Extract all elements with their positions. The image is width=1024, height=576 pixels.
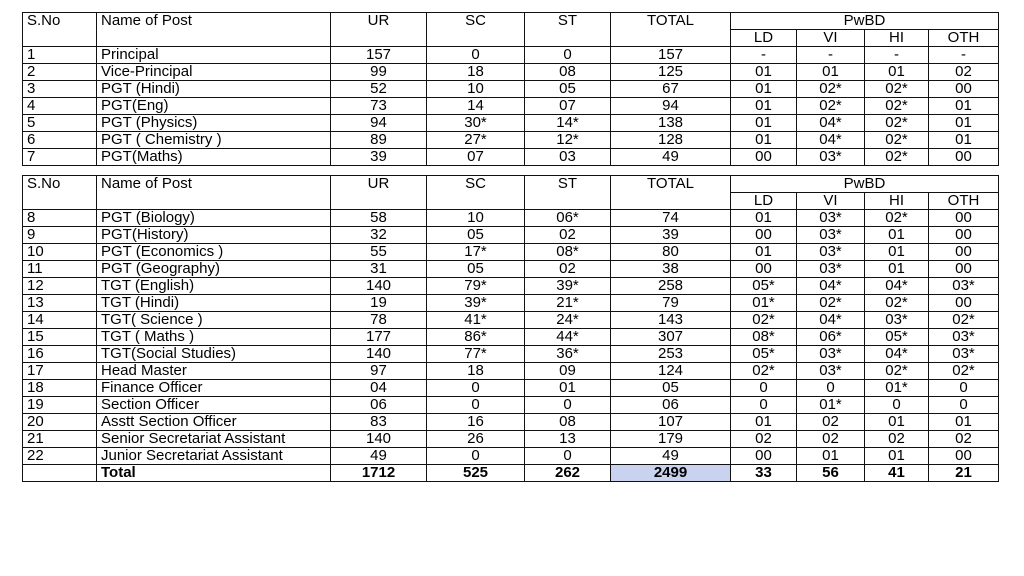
- cell-oth: 02: [929, 431, 999, 448]
- table-row: [23, 312, 999, 329]
- cell-st: 14*: [525, 115, 611, 132]
- cell-oth: 00: [929, 149, 999, 166]
- cell-total: 38: [611, 261, 731, 278]
- cell-hi: 02*: [865, 115, 929, 132]
- cell-total: 05: [611, 380, 731, 397]
- cell-hi: 0: [865, 397, 929, 414]
- cell-ur: 83: [331, 414, 427, 431]
- cell-ur: 97: [331, 363, 427, 380]
- cell-oth: 03*: [929, 346, 999, 363]
- cell-sno: 7: [23, 149, 97, 166]
- cell-vi: 02: [797, 414, 865, 431]
- cell-vi: 56: [797, 465, 865, 482]
- cell-total: 80: [611, 244, 731, 261]
- cell-ld: 0: [731, 380, 797, 397]
- cell-ld: 01: [731, 210, 797, 227]
- table-row: [23, 363, 999, 380]
- cell-post-name: PGT (Biology): [97, 210, 331, 227]
- cell-oth: 01: [929, 132, 999, 149]
- cell-sno: 22: [23, 448, 97, 465]
- cell-post-name: Section Officer: [97, 397, 331, 414]
- cell-ld: 0: [731, 397, 797, 414]
- cell-total: 79: [611, 295, 731, 312]
- cell-hi: 02*: [865, 363, 929, 380]
- cell-total: 253: [611, 346, 731, 363]
- header-pwbd: PwBD: [731, 176, 999, 193]
- cell-sno: 16: [23, 346, 97, 363]
- cell-post-name: TGT (Hindi): [97, 295, 331, 312]
- cell-vi: 02: [797, 431, 865, 448]
- cell-hi: 01: [865, 227, 929, 244]
- table-row: [23, 210, 999, 227]
- cell-oth: 01: [929, 98, 999, 115]
- cell-hi: 02*: [865, 132, 929, 149]
- cell-ur: 140: [331, 278, 427, 295]
- cell-sno: 12: [23, 278, 97, 295]
- cell-ld: 01: [731, 81, 797, 98]
- cell-sc: 39*: [427, 295, 525, 312]
- cell-sno: 20: [23, 414, 97, 431]
- cell-post-name: Principal: [97, 47, 331, 64]
- cell-hi: 01: [865, 414, 929, 431]
- table-row: [23, 132, 999, 149]
- table-row: [23, 346, 999, 363]
- header-hi: HI: [865, 30, 929, 47]
- table-row: [23, 329, 999, 346]
- cell-vi: 03*: [797, 210, 865, 227]
- header-ld: LD: [731, 193, 797, 210]
- header-oth: OTH: [929, 30, 999, 47]
- cell-sno: 2: [23, 64, 97, 81]
- cell-hi: 02*: [865, 98, 929, 115]
- cell-total: 74: [611, 210, 731, 227]
- cell-ld: 00: [731, 227, 797, 244]
- cell-post-name: Total: [97, 465, 331, 482]
- header-total: TOTAL: [611, 176, 731, 210]
- table-row: [23, 261, 999, 278]
- cell-ur: 140: [331, 346, 427, 363]
- cell-post-name: Asstt Section Officer: [97, 414, 331, 431]
- cell-hi: 01: [865, 261, 929, 278]
- cell-ld: 08*: [731, 329, 797, 346]
- cell-st: 21*: [525, 295, 611, 312]
- cell-hi: 01*: [865, 380, 929, 397]
- cell-st: 08: [525, 414, 611, 431]
- total-row: [23, 465, 999, 482]
- cell-total: 143: [611, 312, 731, 329]
- cell-post-name: TGT(Social Studies): [97, 346, 331, 363]
- table-row: [23, 380, 999, 397]
- cell-post-name: PGT(Maths): [97, 149, 331, 166]
- cell-vi: 02*: [797, 98, 865, 115]
- cell-ur: 49: [331, 448, 427, 465]
- posts-table-part-1: [22, 12, 999, 166]
- cell-ur: 19: [331, 295, 427, 312]
- header-vi: VI: [797, 193, 865, 210]
- cell-sc: 41*: [427, 312, 525, 329]
- cell-vi: 03*: [797, 227, 865, 244]
- cell-total: 67: [611, 81, 731, 98]
- cell-sc: 26: [427, 431, 525, 448]
- cell-sc: 07: [427, 149, 525, 166]
- cell-ld: 02*: [731, 312, 797, 329]
- cell-sc: 0: [427, 397, 525, 414]
- cell-hi: -: [865, 47, 929, 64]
- header-sno: S.No: [23, 13, 97, 47]
- cell-ur: 140: [331, 431, 427, 448]
- cell-sc: 18: [427, 363, 525, 380]
- cell-vi: 01: [797, 64, 865, 81]
- cell-vi: 04*: [797, 132, 865, 149]
- cell-oth: 01: [929, 115, 999, 132]
- table-row: [23, 244, 999, 261]
- cell-sno: 21: [23, 431, 97, 448]
- cell-oth: 00: [929, 261, 999, 278]
- cell-vi: 04*: [797, 115, 865, 132]
- cell-st: 39*: [525, 278, 611, 295]
- cell-st: 36*: [525, 346, 611, 363]
- cell-total: 128: [611, 132, 731, 149]
- cell-hi: 03*: [865, 312, 929, 329]
- cell-vi: 01: [797, 448, 865, 465]
- cell-ur: 73: [331, 98, 427, 115]
- header-ur: UR: [331, 176, 427, 210]
- cell-total: 94: [611, 98, 731, 115]
- cell-total: 258: [611, 278, 731, 295]
- cell-sno: 3: [23, 81, 97, 98]
- cell-sno: 19: [23, 397, 97, 414]
- cell-st: 02: [525, 227, 611, 244]
- cell-sno: 8: [23, 210, 97, 227]
- header-sno: S.No: [23, 176, 97, 210]
- table-row: [23, 227, 999, 244]
- cell-sno: 4: [23, 98, 97, 115]
- cell-vi: 02*: [797, 295, 865, 312]
- table-row: [23, 278, 999, 295]
- table-row: [23, 47, 999, 64]
- cell-oth: 02: [929, 64, 999, 81]
- cell-st: 05: [525, 81, 611, 98]
- cell-sno: 13: [23, 295, 97, 312]
- header-name: Name of Post: [97, 176, 331, 210]
- cell-hi: 05*: [865, 329, 929, 346]
- cell-hi: 02*: [865, 81, 929, 98]
- cell-post-name: TGT ( Maths ): [97, 329, 331, 346]
- cell-post-name: TGT (English): [97, 278, 331, 295]
- cell-ld: 00: [731, 261, 797, 278]
- cell-sno: 1: [23, 47, 97, 64]
- cell-st: 09: [525, 363, 611, 380]
- table-row: [23, 98, 999, 115]
- cell-post-name: TGT( Science ): [97, 312, 331, 329]
- cell-vi: 01*: [797, 397, 865, 414]
- header-ur: UR: [331, 13, 427, 47]
- cell-oth: 01: [929, 414, 999, 431]
- table-row: [23, 431, 999, 448]
- cell-ld: 01: [731, 98, 797, 115]
- posts-table-part-2: [22, 175, 999, 482]
- cell-st: 24*: [525, 312, 611, 329]
- cell-sno: 9: [23, 227, 97, 244]
- cell-hi: 02*: [865, 295, 929, 312]
- cell-sno: 15: [23, 329, 97, 346]
- cell-oth: 00: [929, 210, 999, 227]
- cell-post-name: PGT (Geography): [97, 261, 331, 278]
- cell-hi: 04*: [865, 278, 929, 295]
- header-st: ST: [525, 13, 611, 47]
- cell-post-name: Senior Secretariat Assistant: [97, 431, 331, 448]
- table-row: [23, 414, 999, 431]
- cell-vi: 0: [797, 380, 865, 397]
- cell-post-name: Head Master: [97, 363, 331, 380]
- cell-sc: 10: [427, 210, 525, 227]
- table-row: [23, 115, 999, 132]
- header-sc: SC: [427, 176, 525, 210]
- cell-ld: 02*: [731, 363, 797, 380]
- cell-sc: 14: [427, 98, 525, 115]
- table-row: [23, 448, 999, 465]
- cell-st: 44*: [525, 329, 611, 346]
- cell-total: 125: [611, 64, 731, 81]
- cell-ld: 01: [731, 115, 797, 132]
- cell-hi: 01: [865, 64, 929, 81]
- cell-total: 06: [611, 397, 731, 414]
- cell-st: 0: [525, 397, 611, 414]
- cell-sno: 17: [23, 363, 97, 380]
- cell-ur: 89: [331, 132, 427, 149]
- cell-oth: 00: [929, 448, 999, 465]
- cell-hi: 04*: [865, 346, 929, 363]
- cell-ur: 99: [331, 64, 427, 81]
- cell-total: 2499: [611, 465, 731, 482]
- cell-ur: 94: [331, 115, 427, 132]
- header-ld: LD: [731, 30, 797, 47]
- cell-ur: 39: [331, 149, 427, 166]
- cell-ld: 05*: [731, 346, 797, 363]
- cell-ur: 157: [331, 47, 427, 64]
- cell-vi: 04*: [797, 312, 865, 329]
- cell-st: 06*: [525, 210, 611, 227]
- cell-vi: 06*: [797, 329, 865, 346]
- cell-oth: 02*: [929, 363, 999, 380]
- cell-ld: 05*: [731, 278, 797, 295]
- header-pwbd: PwBD: [731, 13, 999, 30]
- cell-vi: 03*: [797, 244, 865, 261]
- cell-ld: -: [731, 47, 797, 64]
- cell-ur: 177: [331, 329, 427, 346]
- cell-sno: 5: [23, 115, 97, 132]
- header-hi: HI: [865, 193, 929, 210]
- cell-sc: 18: [427, 64, 525, 81]
- cell-sc: 27*: [427, 132, 525, 149]
- table-row: [23, 149, 999, 166]
- cell-post-name: Finance Officer: [97, 380, 331, 397]
- cell-sno: [23, 465, 97, 482]
- cell-st: 12*: [525, 132, 611, 149]
- cell-ur: 31: [331, 261, 427, 278]
- cell-ld: 00: [731, 149, 797, 166]
- cell-ld: 02: [731, 431, 797, 448]
- cell-vi: 03*: [797, 149, 865, 166]
- cell-oth: 0: [929, 397, 999, 414]
- header-name: Name of Post: [97, 13, 331, 47]
- cell-st: 262: [525, 465, 611, 482]
- cell-vi: 03*: [797, 363, 865, 380]
- header-sc: SC: [427, 13, 525, 47]
- cell-hi: 02: [865, 431, 929, 448]
- cell-oth: 0: [929, 380, 999, 397]
- cell-oth: 21: [929, 465, 999, 482]
- cell-vi: 03*: [797, 261, 865, 278]
- cell-ld: 00: [731, 448, 797, 465]
- cell-oth: 00: [929, 295, 999, 312]
- cell-oth: 03*: [929, 278, 999, 295]
- cell-total: 124: [611, 363, 731, 380]
- table-row: [23, 81, 999, 98]
- header-st: ST: [525, 176, 611, 210]
- cell-sc: 05: [427, 227, 525, 244]
- cell-sc: 0: [427, 47, 525, 64]
- cell-vi: 03*: [797, 346, 865, 363]
- cell-st: 01: [525, 380, 611, 397]
- cell-sno: 6: [23, 132, 97, 149]
- cell-sc: 16: [427, 414, 525, 431]
- cell-st: 13: [525, 431, 611, 448]
- cell-post-name: PGT (Physics): [97, 115, 331, 132]
- header-vi: VI: [797, 30, 865, 47]
- cell-total: 179: [611, 431, 731, 448]
- cell-vi: -: [797, 47, 865, 64]
- table-row: [23, 397, 999, 414]
- cell-oth: 00: [929, 244, 999, 261]
- cell-post-name: PGT(Eng): [97, 98, 331, 115]
- cell-post-name: PGT (Hindi): [97, 81, 331, 98]
- cell-total: 307: [611, 329, 731, 346]
- cell-total: 107: [611, 414, 731, 431]
- cell-ld: 01: [731, 64, 797, 81]
- cell-sc: 525: [427, 465, 525, 482]
- cell-sc: 30*: [427, 115, 525, 132]
- cell-total: 138: [611, 115, 731, 132]
- cell-ld: 01: [731, 414, 797, 431]
- cell-st: 08*: [525, 244, 611, 261]
- cell-ur: 32: [331, 227, 427, 244]
- cell-ur: 55: [331, 244, 427, 261]
- cell-oth: -: [929, 47, 999, 64]
- cell-oth: 00: [929, 227, 999, 244]
- cell-post-name: PGT ( Chemistry ): [97, 132, 331, 149]
- cell-ld: 01: [731, 244, 797, 261]
- cell-ur: 52: [331, 81, 427, 98]
- cell-post-name: Junior Secretariat Assistant: [97, 448, 331, 465]
- cell-total: 49: [611, 448, 731, 465]
- cell-st: 03: [525, 149, 611, 166]
- cell-ld: 33: [731, 465, 797, 482]
- cell-total: 39: [611, 227, 731, 244]
- cell-ur: 58: [331, 210, 427, 227]
- cell-hi: 02*: [865, 210, 929, 227]
- cell-ur: 04: [331, 380, 427, 397]
- cell-hi: 01: [865, 244, 929, 261]
- cell-hi: 02*: [865, 149, 929, 166]
- cell-hi: 01: [865, 448, 929, 465]
- cell-ur: 78: [331, 312, 427, 329]
- cell-sno: 18: [23, 380, 97, 397]
- cell-st: 0: [525, 448, 611, 465]
- cell-sno: 14: [23, 312, 97, 329]
- cell-post-name: Vice-Principal: [97, 64, 331, 81]
- cell-sc: 0: [427, 380, 525, 397]
- cell-vi: 04*: [797, 278, 865, 295]
- cell-ld: 01: [731, 132, 797, 149]
- header-oth: OTH: [929, 193, 999, 210]
- header-total: TOTAL: [611, 13, 731, 47]
- cell-total: 49: [611, 149, 731, 166]
- cell-sc: 10: [427, 81, 525, 98]
- cell-oth: 02*: [929, 312, 999, 329]
- cell-sc: 0: [427, 448, 525, 465]
- cell-oth: 00: [929, 81, 999, 98]
- cell-ur: 06: [331, 397, 427, 414]
- cell-hi: 41: [865, 465, 929, 482]
- cell-oth: 03*: [929, 329, 999, 346]
- cell-sno: 10: [23, 244, 97, 261]
- cell-sc: 77*: [427, 346, 525, 363]
- cell-sc: 86*: [427, 329, 525, 346]
- cell-st: 07: [525, 98, 611, 115]
- cell-total: 157: [611, 47, 731, 64]
- cell-sc: 79*: [427, 278, 525, 295]
- cell-st: 0: [525, 47, 611, 64]
- cell-sc: 17*: [427, 244, 525, 261]
- table-row: [23, 64, 999, 81]
- cell-vi: 02*: [797, 81, 865, 98]
- cell-post-name: PGT(History): [97, 227, 331, 244]
- cell-ur: 1712: [331, 465, 427, 482]
- cell-sno: 11: [23, 261, 97, 278]
- cell-ld: 01*: [731, 295, 797, 312]
- cell-st: 02: [525, 261, 611, 278]
- cell-sc: 05: [427, 261, 525, 278]
- table-row: [23, 295, 999, 312]
- cell-st: 08: [525, 64, 611, 81]
- cell-post-name: PGT (Economics ): [97, 244, 331, 261]
